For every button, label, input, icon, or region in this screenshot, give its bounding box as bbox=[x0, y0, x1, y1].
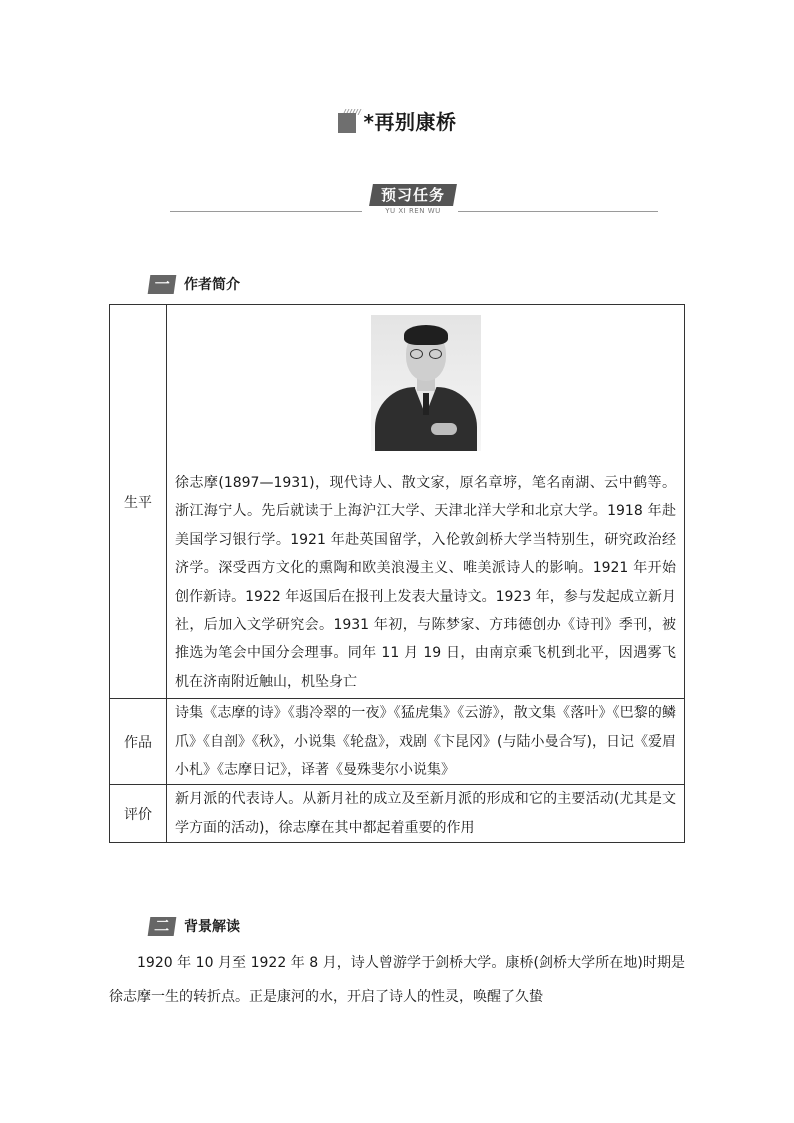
row-label: 作品 bbox=[110, 699, 167, 785]
book-icon bbox=[338, 109, 362, 133]
section-title: 作者简介 bbox=[184, 277, 240, 293]
page-title-container bbox=[0, 106, 794, 137]
row-label: 生平 bbox=[110, 305, 167, 699]
works-text: 诗集《志摩的诗》《翡冷翠的一夜》《猛虎集》《云游》，散文集《落叶》《巴黎的鳞爪》《自剖》《秋》，小说集《轮盘》，戏剧《卞昆冈》(与陆小曼合写)，日记《爱眉小札》《志摩日记》，译著《曼殊斐尔小说集》 bbox=[167, 699, 685, 785]
section-header-author bbox=[149, 274, 240, 294]
banner-divider-left bbox=[170, 211, 362, 212]
preview-banner bbox=[170, 184, 658, 216]
section-number: 一 bbox=[148, 275, 177, 294]
portrait-container bbox=[175, 305, 676, 451]
evaluation-text: 新月派的代表诗人。从新月社的成立及至新月派的形成和它的主要活动(尤其是文学方面的活动)，徐志摩在其中都起着重要的作用 bbox=[167, 785, 685, 843]
author-info-table bbox=[109, 304, 685, 843]
banner-label: 预习任务 bbox=[380, 186, 445, 204]
banner-label-box bbox=[369, 184, 457, 206]
row-content bbox=[167, 305, 685, 699]
section-header-background bbox=[149, 916, 240, 936]
banner-divider-right bbox=[458, 211, 658, 212]
background-paragraph: 1920 年 10 月至 1922 年 8 月，诗人曾游学于剑桥大学。康桥(剑桥大学所在地)时期是徐志摩一生的转折点。正是康河的水，开启了诗人的性灵，唤醒了久蛰 bbox=[109, 955, 685, 1005]
row-label: 评价 bbox=[110, 785, 167, 843]
table-row-evaluation bbox=[110, 785, 685, 843]
life-text: 徐志摩(1897—1931)，现代诗人、散文家，原名章垿，笔名南湖、云中鹤等。浙江海宁人。先后就读于上海沪江大学、天津北洋大学和北京大学。1918 年赴美国学习银行学。1921 年赴英国留学，入伦敦剑桥大学当特别生，研究政治经济学。深受西方文化的熏陶和欧美浪漫主义、唯美派诗人的影响。1921 年开始创作新诗。1922 年返国后在报刊上发表大量诗文。1923 年，参与发起成立新月社，后加入文学研究会。1931 年初，与陈梦家、方玮德创办《诗刊》季刊，被推选为笔会中国分会理事。同年 11 月 19 日，由南京乘飞机到北平，因遇雾飞机在济南附近触山，机坠身亡 bbox=[175, 475, 676, 690]
table-row-works bbox=[110, 699, 685, 785]
table-row-life bbox=[110, 305, 685, 699]
author-portrait bbox=[371, 315, 481, 451]
section-title: 背景解读 bbox=[184, 919, 240, 935]
banner-pinyin: YU XI REN WU bbox=[385, 207, 441, 215]
section-number: 二 bbox=[148, 917, 177, 936]
page-title: *再别康桥 bbox=[363, 110, 457, 134]
